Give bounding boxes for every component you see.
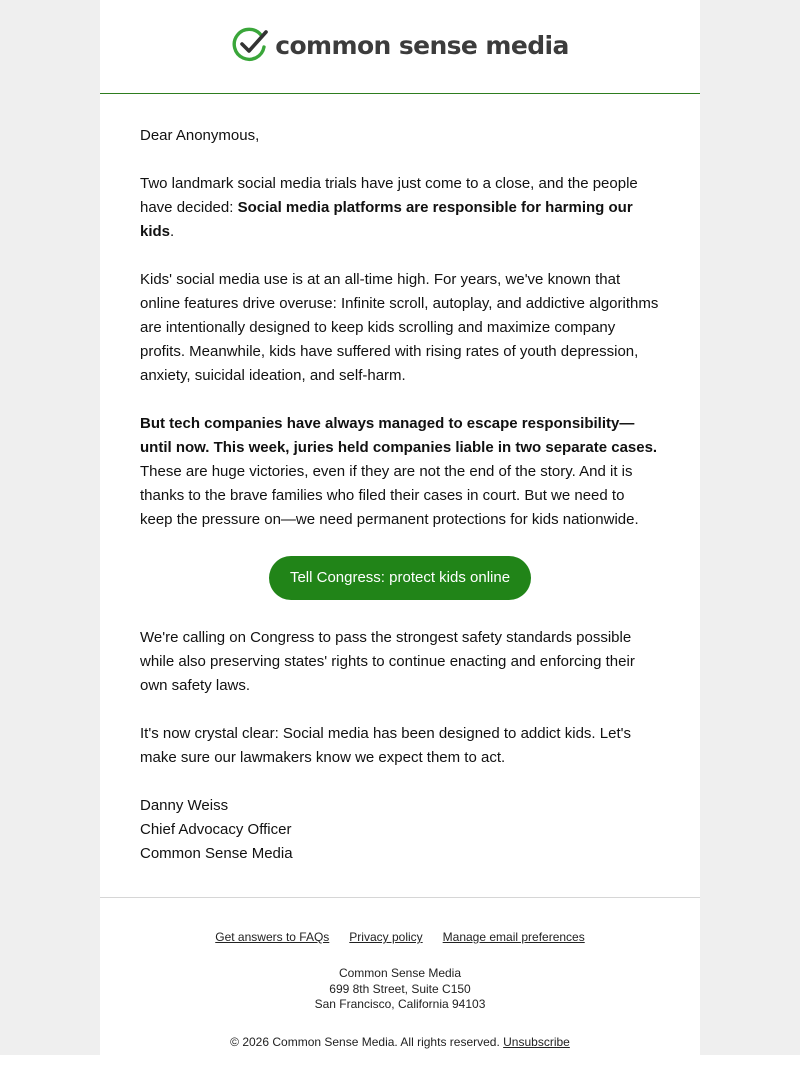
- intro-bold-text: Social media platforms are responsible for harming our kids: [140, 199, 633, 240]
- address-line-1: Common Sense Media: [338, 966, 462, 980]
- footer-links: [100, 930, 700, 944]
- copyright: [100, 1035, 700, 1049]
- email-footer: [100, 897, 700, 1049]
- email-body: [100, 94, 700, 866]
- intro-end: .: [170, 223, 175, 240]
- copyright-text: © 2026 Common Sense Media. All rights reserved.: [230, 1034, 504, 1049]
- signature-org: Common Sense Media: [140, 845, 293, 862]
- greeting: Dear Anonymous,: [140, 127, 260, 144]
- paragraph-overuse: Kids' social media use is at an all-time high. For years, we've known that online features drive overuse: Infinite scroll, autoplay, and addictive algorithms are intentionally designed to keep kids scrolling and maximize company profits. Meanwhile, kids have suffered with rising rates of youth depression, anxiety, suicidal ideation, and self-harm.: [140, 271, 659, 384]
- email-container: [100, 0, 700, 1055]
- paragraph-intro: [140, 172, 660, 244]
- paragraph-congress: We're calling on Congress to pass the strongest safety standards possible while also preserving states' rights to continue enacting and enforcing their own safety laws.: [140, 629, 635, 694]
- address-line-3: San Francisco, California 94103: [314, 997, 486, 1011]
- logo[interactable]: [231, 26, 569, 67]
- email-header: [100, 0, 700, 94]
- cta-wrapper: [140, 556, 660, 600]
- paragraph-verdict: [140, 412, 660, 532]
- signature-name: Danny Weiss: [140, 797, 229, 814]
- signature-title: Chief Advocacy Officer: [140, 821, 292, 838]
- postal-address: [100, 966, 700, 1013]
- unsubscribe-link[interactable]: Unsubscribe: [503, 1034, 570, 1049]
- signature: [140, 794, 660, 866]
- checkmark-circle-icon: [231, 26, 271, 67]
- verdict-text: These are huge victories, even if they are not the end of the story. And it is thanks to the brave families who filed their cases in court. But we need to keep the pressure on—we need permanent protections for kids nationwide.: [140, 463, 639, 528]
- manage-email-preferences-link[interactable]: Manage email preferences: [442, 930, 585, 944]
- verdict-bold-text: But tech companies have always managed to escape responsibility—until now. This week, juries held companies liable in two separate cases.: [140, 415, 658, 456]
- faq-link[interactable]: Get answers to FAQs: [215, 930, 330, 944]
- privacy-policy-link[interactable]: Privacy policy: [349, 930, 423, 944]
- tell-congress-button[interactable]: Tell Congress: protect kids online: [269, 556, 531, 600]
- paragraph-closing: It's now crystal clear: Social media has been designed to addict kids. Let's make sure our lawmakers know we expect them to act.: [140, 725, 631, 766]
- address-line-2: 699 8th Street, Suite C150: [329, 981, 471, 996]
- intro-text: Two landmark social media trials have just come to a close, and the people have decided:: [140, 175, 638, 216]
- logo-text: common sense media: [275, 31, 569, 60]
